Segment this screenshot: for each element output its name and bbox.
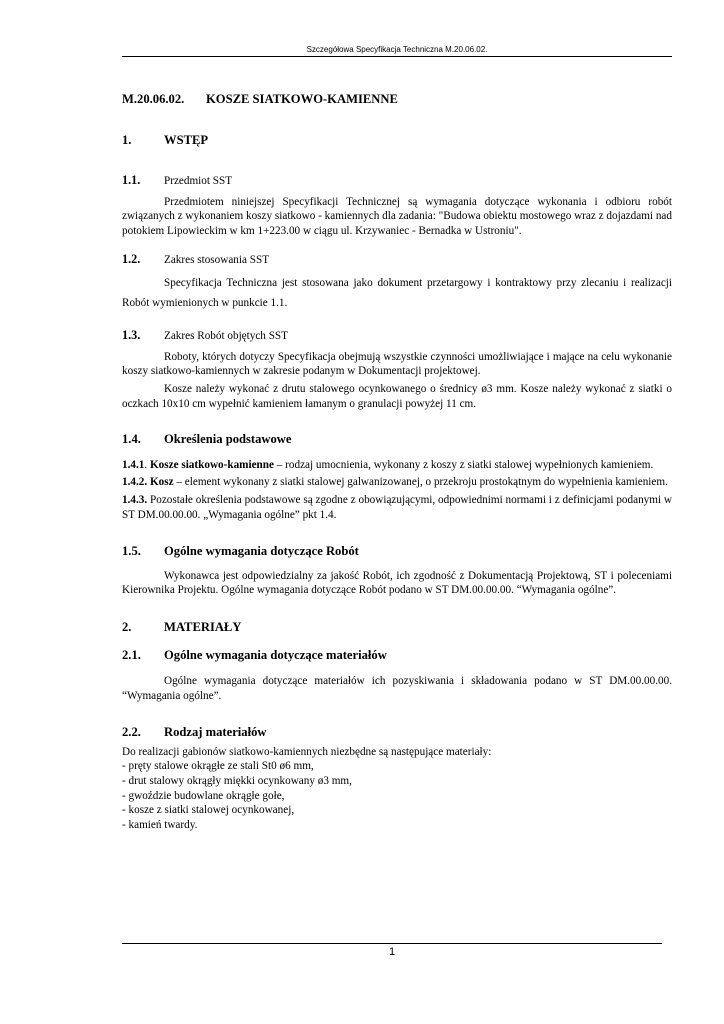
section-1-1-paragraph: Przedmiotem niniejszej Specyfikacji Technicznej są wymagania dotyczące wykonania i odbioru robót związanych z wykonaniem koszy siatkowo - kamiennych dla zadania: "Budowa obiektu mostowego wraz z dojazdami nad potokiem Lipowieckim w km 1+223.00 w ciągu ul. Krzywaniec - Bernadka w Ustroniu". <box>122 195 672 237</box>
section-1-2-heading: 1.2. Zakres stosowania SST <box>122 251 270 266</box>
list-item: - pręty stalowe okrągłe ze stali St0 ø6 mm, <box>122 760 314 773</box>
section-2-2-heading: 2.2. Rodzaj materiałów <box>122 725 267 740</box>
definition-1-4-2: 1.4.2. Kosz – element wykonany z siatki stalowej galwanizowanej, o przekroju prostokątnym do wypełnienia kamieniem. <box>122 476 668 489</box>
list-item: - drut stalowy okrągły miękki ocynkowany ø3 mm, <box>122 775 352 788</box>
definition-1-4-3: 1.4.3. Pozostałe określenia podstawowe są zgodne z obowiązującymi, odpowiednimi normami i z definicjami podanymi w ST DM.00.00.00. „Wymagania ogólne” pkt 1.4. <box>122 493 672 521</box>
running-header: Szczegółowa Specyfikacja Techniczna M.20.06.02. <box>122 45 672 57</box>
section-1-3-paragraph-2: Kosze należy wykonać z drutu stalowego ocynkowanego o średnicy ø3 mm. Kosze należy wykonać z siatki o oczkach 10x10 cm wypełnić kamieniem łamanym o granulacji powyżej 11 cm. <box>122 382 672 410</box>
document-title <box>122 92 672 107</box>
section-1-heading: 1. WSTĘP <box>122 132 209 147</box>
section-2-heading: 2. MATERIAŁY <box>122 619 242 634</box>
spec-code: M.20.06.02. <box>122 92 185 106</box>
section-1-3-heading: 1.3. Zakres Robót objętych SST <box>122 328 288 343</box>
section-1-1-heading: 1.1. Przedmiot SST <box>122 173 233 188</box>
definition-1-4-1: 1.4.1. Kosze siatkowo-kamienne – rodzaj umocnienia, wykonany z koszy z siatki stalowej wypełnionych kamieniem. <box>122 458 654 471</box>
section-1-5-heading: 1.5. Ogólne wymagania dotyczące Robót <box>122 544 359 559</box>
page-number: 1 <box>388 946 396 958</box>
list-item: - gwoździe budowlane okrągłe gołe, <box>122 789 285 802</box>
section-1-2-paragraph: Specyfikacja Techniczna jest stosowana jako dokument przetargowy i kontraktowy przy zlecaniu i realizacji Robót wymienionych w punkcie 1.1. <box>122 277 672 310</box>
section-2-2-intro: Do realizacji gabionów siatkowo-kamiennych niezbędne są następujące materiały: <box>122 745 492 758</box>
document-body <box>122 92 672 832</box>
list-item: - kosze z siatki stalowej ocynkowanej, <box>122 804 295 817</box>
list-item: - kamień twardy. <box>122 818 198 831</box>
footer-divider <box>122 943 662 944</box>
section-2-1-heading: 2.1. Ogólne wymagania dotyczące materiałów <box>122 648 387 663</box>
section-1-5-paragraph: Wykonawca jest odpowiedzialny za jakość Robót, ich zgodność z Dokumentacją Projektową, ST i poleceniami Kierownika Projektu. Ogólne wymagania dotyczące Robót podano w ST DM.00.00.00. “Wymagania ogólne”. <box>122 569 672 597</box>
section-2-1-paragraph: Ogólne wymagania dotyczące materiałów ich pozyskiwania i składowania podano w ST DM.00.00.00. “Wymagania ogólne”. <box>122 675 672 702</box>
spec-title: KOSZE SIATKOWO-KAMIENNE <box>206 92 398 106</box>
section-1-3-paragraph-1: Roboty, których dotyczy Specyfikacja obejmują wszystkie czynności umożliwiające i mające na celu wykonanie koszy siatkowo-kamiennych w zakresie podanym w Dokumentacji projektowej. <box>122 350 672 378</box>
section-1-4-heading: 1.4. Określenia podstawowe <box>122 432 292 447</box>
